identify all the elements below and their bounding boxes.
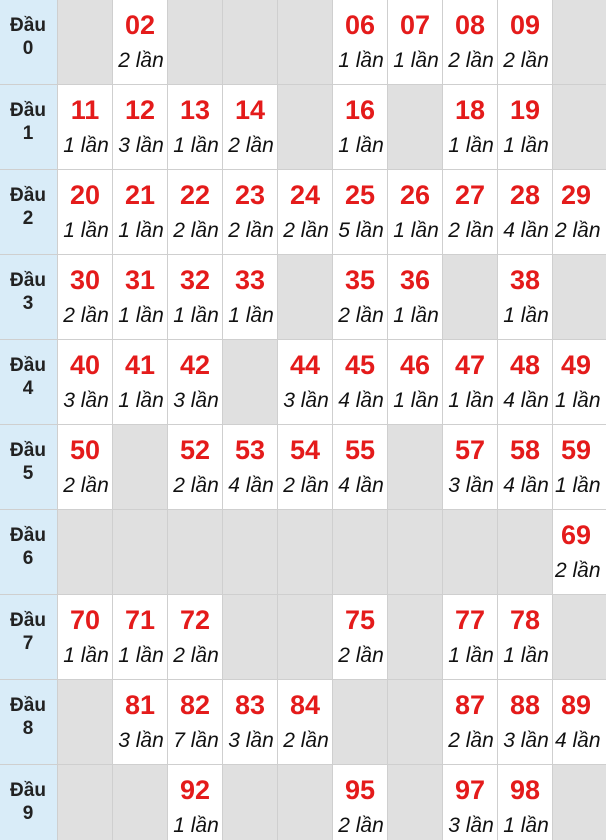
row-header-label: Đầu <box>10 15 46 36</box>
occurrence-count: 3 lần <box>228 729 274 752</box>
number-cell-26 <box>388 170 442 254</box>
empty-cell <box>388 765 442 840</box>
number-cell-22 <box>168 170 222 254</box>
number-cell-27 <box>443 170 497 254</box>
number-value: 27 <box>454 180 486 210</box>
row-header-label: Đầu <box>10 525 46 546</box>
empty-cell <box>58 765 112 840</box>
number-cell-11 <box>58 85 112 169</box>
number-cell-50 <box>58 425 112 509</box>
number-value: 55 <box>344 435 376 465</box>
empty-cell <box>278 0 332 84</box>
occurrence-count: 2 lần <box>338 644 384 667</box>
number-cell-57 <box>443 425 497 509</box>
number-value: 92 <box>179 775 211 805</box>
number-value: 58 <box>509 435 541 465</box>
occurrence-count: 1 lần <box>63 219 109 242</box>
number-cell-14 <box>223 85 277 169</box>
number-value: 97 <box>454 775 486 805</box>
number-cell-70 <box>58 595 112 679</box>
number-cell-75 <box>333 595 387 679</box>
empty-cell <box>388 510 442 594</box>
row-header-digit: 5 <box>22 463 34 484</box>
number-value: 69 <box>561 520 592 550</box>
number-cell-13 <box>168 85 222 169</box>
number-cell-12 <box>113 85 167 169</box>
number-value: 22 <box>179 180 211 210</box>
number-cell-58 <box>498 425 552 509</box>
number-cell-16 <box>333 85 387 169</box>
row-header-digit: 6 <box>22 548 34 569</box>
occurrence-count: 5 lần <box>338 219 384 242</box>
occurrence-count: 4 lần <box>503 389 549 412</box>
number-cell-88 <box>498 680 552 764</box>
number-cell-44 <box>278 340 332 424</box>
occurrence-count: 1 lần <box>338 134 384 157</box>
number-cell-98 <box>498 765 552 840</box>
occurrence-count: 1 lần <box>503 134 549 157</box>
number-value: 36 <box>399 265 431 295</box>
number-value: 25 <box>344 180 376 210</box>
number-value: 50 <box>69 435 101 465</box>
occurrence-count: 3 lần <box>448 814 494 837</box>
occurrence-count: 1 lần <box>173 814 219 837</box>
occurrence-count: 1 lần <box>555 474 601 497</box>
occurrence-count: 2 lần <box>283 474 329 497</box>
number-cell-55 <box>333 425 387 509</box>
number-value: 09 <box>509 10 541 40</box>
occurrence-count: 2 lần <box>448 49 494 72</box>
number-value: 24 <box>289 180 321 210</box>
row-header-8 <box>0 680 57 764</box>
number-cell-18 <box>443 85 497 169</box>
number-value: 71 <box>124 605 156 635</box>
row-header-digit: 2 <box>22 208 34 229</box>
empty-cell <box>223 510 277 594</box>
number-value: 89 <box>561 690 592 720</box>
empty-cell <box>553 255 606 339</box>
occurrence-count: 1 lần <box>503 814 549 837</box>
occurrence-count: 2 lần <box>503 49 549 72</box>
row-header-digit: 9 <box>22 803 34 824</box>
row-header-label: Đầu <box>10 100 46 121</box>
number-cell-42 <box>168 340 222 424</box>
empty-cell <box>223 765 277 840</box>
row-header-label: Đầu <box>10 695 46 716</box>
number-value: 14 <box>234 95 266 125</box>
number-value: 45 <box>344 350 376 380</box>
number-value: 16 <box>344 95 376 125</box>
occurrence-count: 2 lần <box>63 304 109 327</box>
empty-cell <box>498 510 552 594</box>
number-value: 33 <box>234 265 266 295</box>
occurrence-count: 1 lần <box>393 219 439 242</box>
occurrence-count: 1 lần <box>118 304 164 327</box>
row-header-label: Đầu <box>10 440 46 461</box>
occurrence-count: 4 lần <box>228 474 274 497</box>
empty-cell <box>553 765 606 840</box>
occurrence-count: 2 lần <box>228 219 274 242</box>
number-value: 82 <box>179 690 211 720</box>
row-header-3 <box>0 255 57 339</box>
number-cell-53 <box>223 425 277 509</box>
row-header-0 <box>0 0 57 84</box>
occurrence-count: 2 lần <box>555 219 601 242</box>
occurrence-count: 2 lần <box>283 219 329 242</box>
row-header-digit: 7 <box>22 633 34 654</box>
row-header-1 <box>0 85 57 169</box>
empty-cell <box>278 255 332 339</box>
number-cell-48 <box>498 340 552 424</box>
number-value: 49 <box>561 350 592 380</box>
occurrence-count: 1 lần <box>393 49 439 72</box>
empty-cell <box>58 680 112 764</box>
number-value: 87 <box>454 690 486 720</box>
number-value: 19 <box>509 95 541 125</box>
row-header-digit: 1 <box>22 123 34 144</box>
number-value: 08 <box>454 10 486 40</box>
number-cell-29 <box>553 170 606 254</box>
occurrence-count: 3 lần <box>118 134 164 157</box>
number-value: 54 <box>289 435 321 465</box>
number-cell-02 <box>113 0 167 84</box>
occurrence-count: 1 lần <box>448 134 494 157</box>
empty-cell <box>278 765 332 840</box>
number-value: 59 <box>561 435 592 465</box>
occurrence-count: 1 lần <box>393 389 439 412</box>
number-value: 35 <box>344 265 376 295</box>
occurrence-count: 1 lần <box>63 134 109 157</box>
number-value: 20 <box>69 180 101 210</box>
number-value: 12 <box>124 95 156 125</box>
number-value: 21 <box>124 180 156 210</box>
row-header-6 <box>0 510 57 594</box>
occurrence-count: 2 lần <box>448 219 494 242</box>
number-value: 95 <box>344 775 376 805</box>
number-cell-30 <box>58 255 112 339</box>
number-value: 32 <box>179 265 211 295</box>
occurrence-count: 7 lần <box>173 729 219 752</box>
row-header-7 <box>0 595 57 679</box>
empty-cell <box>223 0 277 84</box>
number-cell-23 <box>223 170 277 254</box>
occurrence-count: 2 lần <box>228 134 274 157</box>
number-value: 28 <box>509 180 541 210</box>
occurrence-count: 2 lần <box>63 474 109 497</box>
number-cell-71 <box>113 595 167 679</box>
occurrence-count: 4 lần <box>555 729 601 752</box>
occurrence-count: 2 lần <box>118 49 164 72</box>
number-value: 47 <box>454 350 486 380</box>
empty-cell <box>443 255 497 339</box>
row-header-digit: 8 <box>22 718 34 739</box>
number-value: 41 <box>124 350 156 380</box>
occurrence-count: 1 lần <box>448 389 494 412</box>
number-cell-89 <box>553 680 606 764</box>
number-cell-20 <box>58 170 112 254</box>
number-cell-24 <box>278 170 332 254</box>
occurrence-count: 4 lần <box>503 474 549 497</box>
occurrence-count: 2 lần <box>283 729 329 752</box>
empty-cell <box>113 765 167 840</box>
empty-cell <box>388 85 442 169</box>
number-value: 75 <box>344 605 376 635</box>
number-cell-08 <box>443 0 497 84</box>
number-cell-31 <box>113 255 167 339</box>
occurrence-count: 4 lần <box>338 474 384 497</box>
number-value: 78 <box>509 605 541 635</box>
empty-cell <box>168 0 222 84</box>
row-header-label: Đầu <box>10 355 46 376</box>
occurrence-count: 1 lần <box>555 389 601 412</box>
occurrence-count: 2 lần <box>173 474 219 497</box>
occurrence-count: 1 lần <box>63 644 109 667</box>
number-value: 07 <box>399 10 431 40</box>
row-header-label: Đầu <box>10 270 46 291</box>
number-value: 26 <box>399 180 431 210</box>
number-value: 53 <box>234 435 266 465</box>
number-cell-21 <box>113 170 167 254</box>
number-cell-35 <box>333 255 387 339</box>
number-cell-33 <box>223 255 277 339</box>
occurrence-count: 1 lần <box>118 644 164 667</box>
number-cell-38 <box>498 255 552 339</box>
number-cell-41 <box>113 340 167 424</box>
row-header-label: Đầu <box>10 610 46 631</box>
number-value: 84 <box>289 690 321 720</box>
number-value: 70 <box>69 605 101 635</box>
empty-cell <box>553 595 606 679</box>
number-cell-40 <box>58 340 112 424</box>
row-header-label: Đầu <box>10 780 46 801</box>
number-cell-69 <box>553 510 606 594</box>
number-cell-32 <box>168 255 222 339</box>
number-value: 77 <box>454 605 486 635</box>
number-cell-87 <box>443 680 497 764</box>
number-value: 02 <box>124 10 156 40</box>
number-value: 98 <box>509 775 541 805</box>
number-cell-06 <box>333 0 387 84</box>
number-cell-49 <box>553 340 606 424</box>
occurrence-count: 1 lần <box>118 389 164 412</box>
number-value: 57 <box>454 435 486 465</box>
number-value: 06 <box>344 10 376 40</box>
number-value: 29 <box>561 180 592 210</box>
empty-cell <box>553 85 606 169</box>
occurrence-count: 3 lần <box>283 389 329 412</box>
number-value: 31 <box>124 265 156 295</box>
empty-cell <box>278 85 332 169</box>
occurrence-count: 2 lần <box>338 304 384 327</box>
number-value: 13 <box>179 95 211 125</box>
occurrence-count: 3 lần <box>63 389 109 412</box>
number-cell-59 <box>553 425 606 509</box>
empty-cell <box>333 680 387 764</box>
empty-cell <box>388 425 442 509</box>
empty-cell <box>278 510 332 594</box>
occurrence-count: 2 lần <box>448 729 494 752</box>
row-header-digit: 4 <box>22 378 34 399</box>
empty-cell <box>113 510 167 594</box>
number-cell-83 <box>223 680 277 764</box>
number-cell-07 <box>388 0 442 84</box>
number-cell-46 <box>388 340 442 424</box>
empty-cell <box>58 0 112 84</box>
number-cell-95 <box>333 765 387 840</box>
row-header-label: Đầu <box>10 185 46 206</box>
occurrence-count: 1 lần <box>118 219 164 242</box>
number-value: 30 <box>69 265 101 295</box>
number-cell-36 <box>388 255 442 339</box>
occurrence-count: 3 lần <box>118 729 164 752</box>
number-value: 18 <box>454 95 486 125</box>
number-value: 23 <box>234 180 266 210</box>
number-cell-09 <box>498 0 552 84</box>
occurrence-count: 2 lần <box>555 559 601 582</box>
number-value: 72 <box>179 605 211 635</box>
number-value: 44 <box>289 350 321 380</box>
row-header-2 <box>0 170 57 254</box>
empty-cell <box>388 595 442 679</box>
number-cell-54 <box>278 425 332 509</box>
number-value: 52 <box>179 435 211 465</box>
row-header-digit: 0 <box>22 38 34 59</box>
number-value: 11 <box>70 95 100 125</box>
empty-cell <box>223 595 277 679</box>
occurrence-count: 1 lần <box>173 304 219 327</box>
occurrence-count: 2 lần <box>173 644 219 667</box>
number-cell-97 <box>443 765 497 840</box>
number-cell-52 <box>168 425 222 509</box>
empty-cell <box>168 510 222 594</box>
occurrence-count: 1 lần <box>503 644 549 667</box>
number-cell-84 <box>278 680 332 764</box>
empty-cell <box>333 510 387 594</box>
occurrence-count: 1 lần <box>503 304 549 327</box>
number-value: 40 <box>69 350 101 380</box>
number-value: 83 <box>234 690 266 720</box>
number-value: 46 <box>399 350 431 380</box>
row-header-digit: 3 <box>22 293 34 314</box>
row-header-4 <box>0 340 57 424</box>
number-value: 38 <box>509 265 541 295</box>
number-cell-82 <box>168 680 222 764</box>
number-cell-47 <box>443 340 497 424</box>
number-value: 88 <box>509 690 541 720</box>
number-value: 48 <box>509 350 541 380</box>
occurrence-count: 1 lần <box>393 304 439 327</box>
number-cell-81 <box>113 680 167 764</box>
occurrence-count: 3 lần <box>503 729 549 752</box>
row-header-9 <box>0 765 57 840</box>
row-header-5 <box>0 425 57 509</box>
empty-cell <box>388 680 442 764</box>
empty-cell <box>113 425 167 509</box>
empty-cell <box>443 510 497 594</box>
number-cell-78 <box>498 595 552 679</box>
empty-cell <box>223 340 277 424</box>
number-cell-92 <box>168 765 222 840</box>
occurrence-count: 4 lần <box>503 219 549 242</box>
number-cell-72 <box>168 595 222 679</box>
number-cell-25 <box>333 170 387 254</box>
occurrence-count: 1 lần <box>448 644 494 667</box>
empty-cell <box>553 0 606 84</box>
empty-cell <box>58 510 112 594</box>
occurrence-count: 1 lần <box>173 134 219 157</box>
occurrence-count: 3 lần <box>173 389 219 412</box>
number-value: 42 <box>179 350 211 380</box>
occurrence-count: 1 lần <box>228 304 274 327</box>
occurrence-count: 3 lần <box>448 474 494 497</box>
number-cell-28 <box>498 170 552 254</box>
occurrence-count: 4 lần <box>338 389 384 412</box>
number-cell-45 <box>333 340 387 424</box>
number-cell-19 <box>498 85 552 169</box>
occurrence-count: 1 lần <box>338 49 384 72</box>
number-cell-77 <box>443 595 497 679</box>
occurrence-count: 2 lần <box>173 219 219 242</box>
empty-cell <box>278 595 332 679</box>
occurrence-count: 2 lần <box>338 814 384 837</box>
number-value: 81 <box>124 690 156 720</box>
